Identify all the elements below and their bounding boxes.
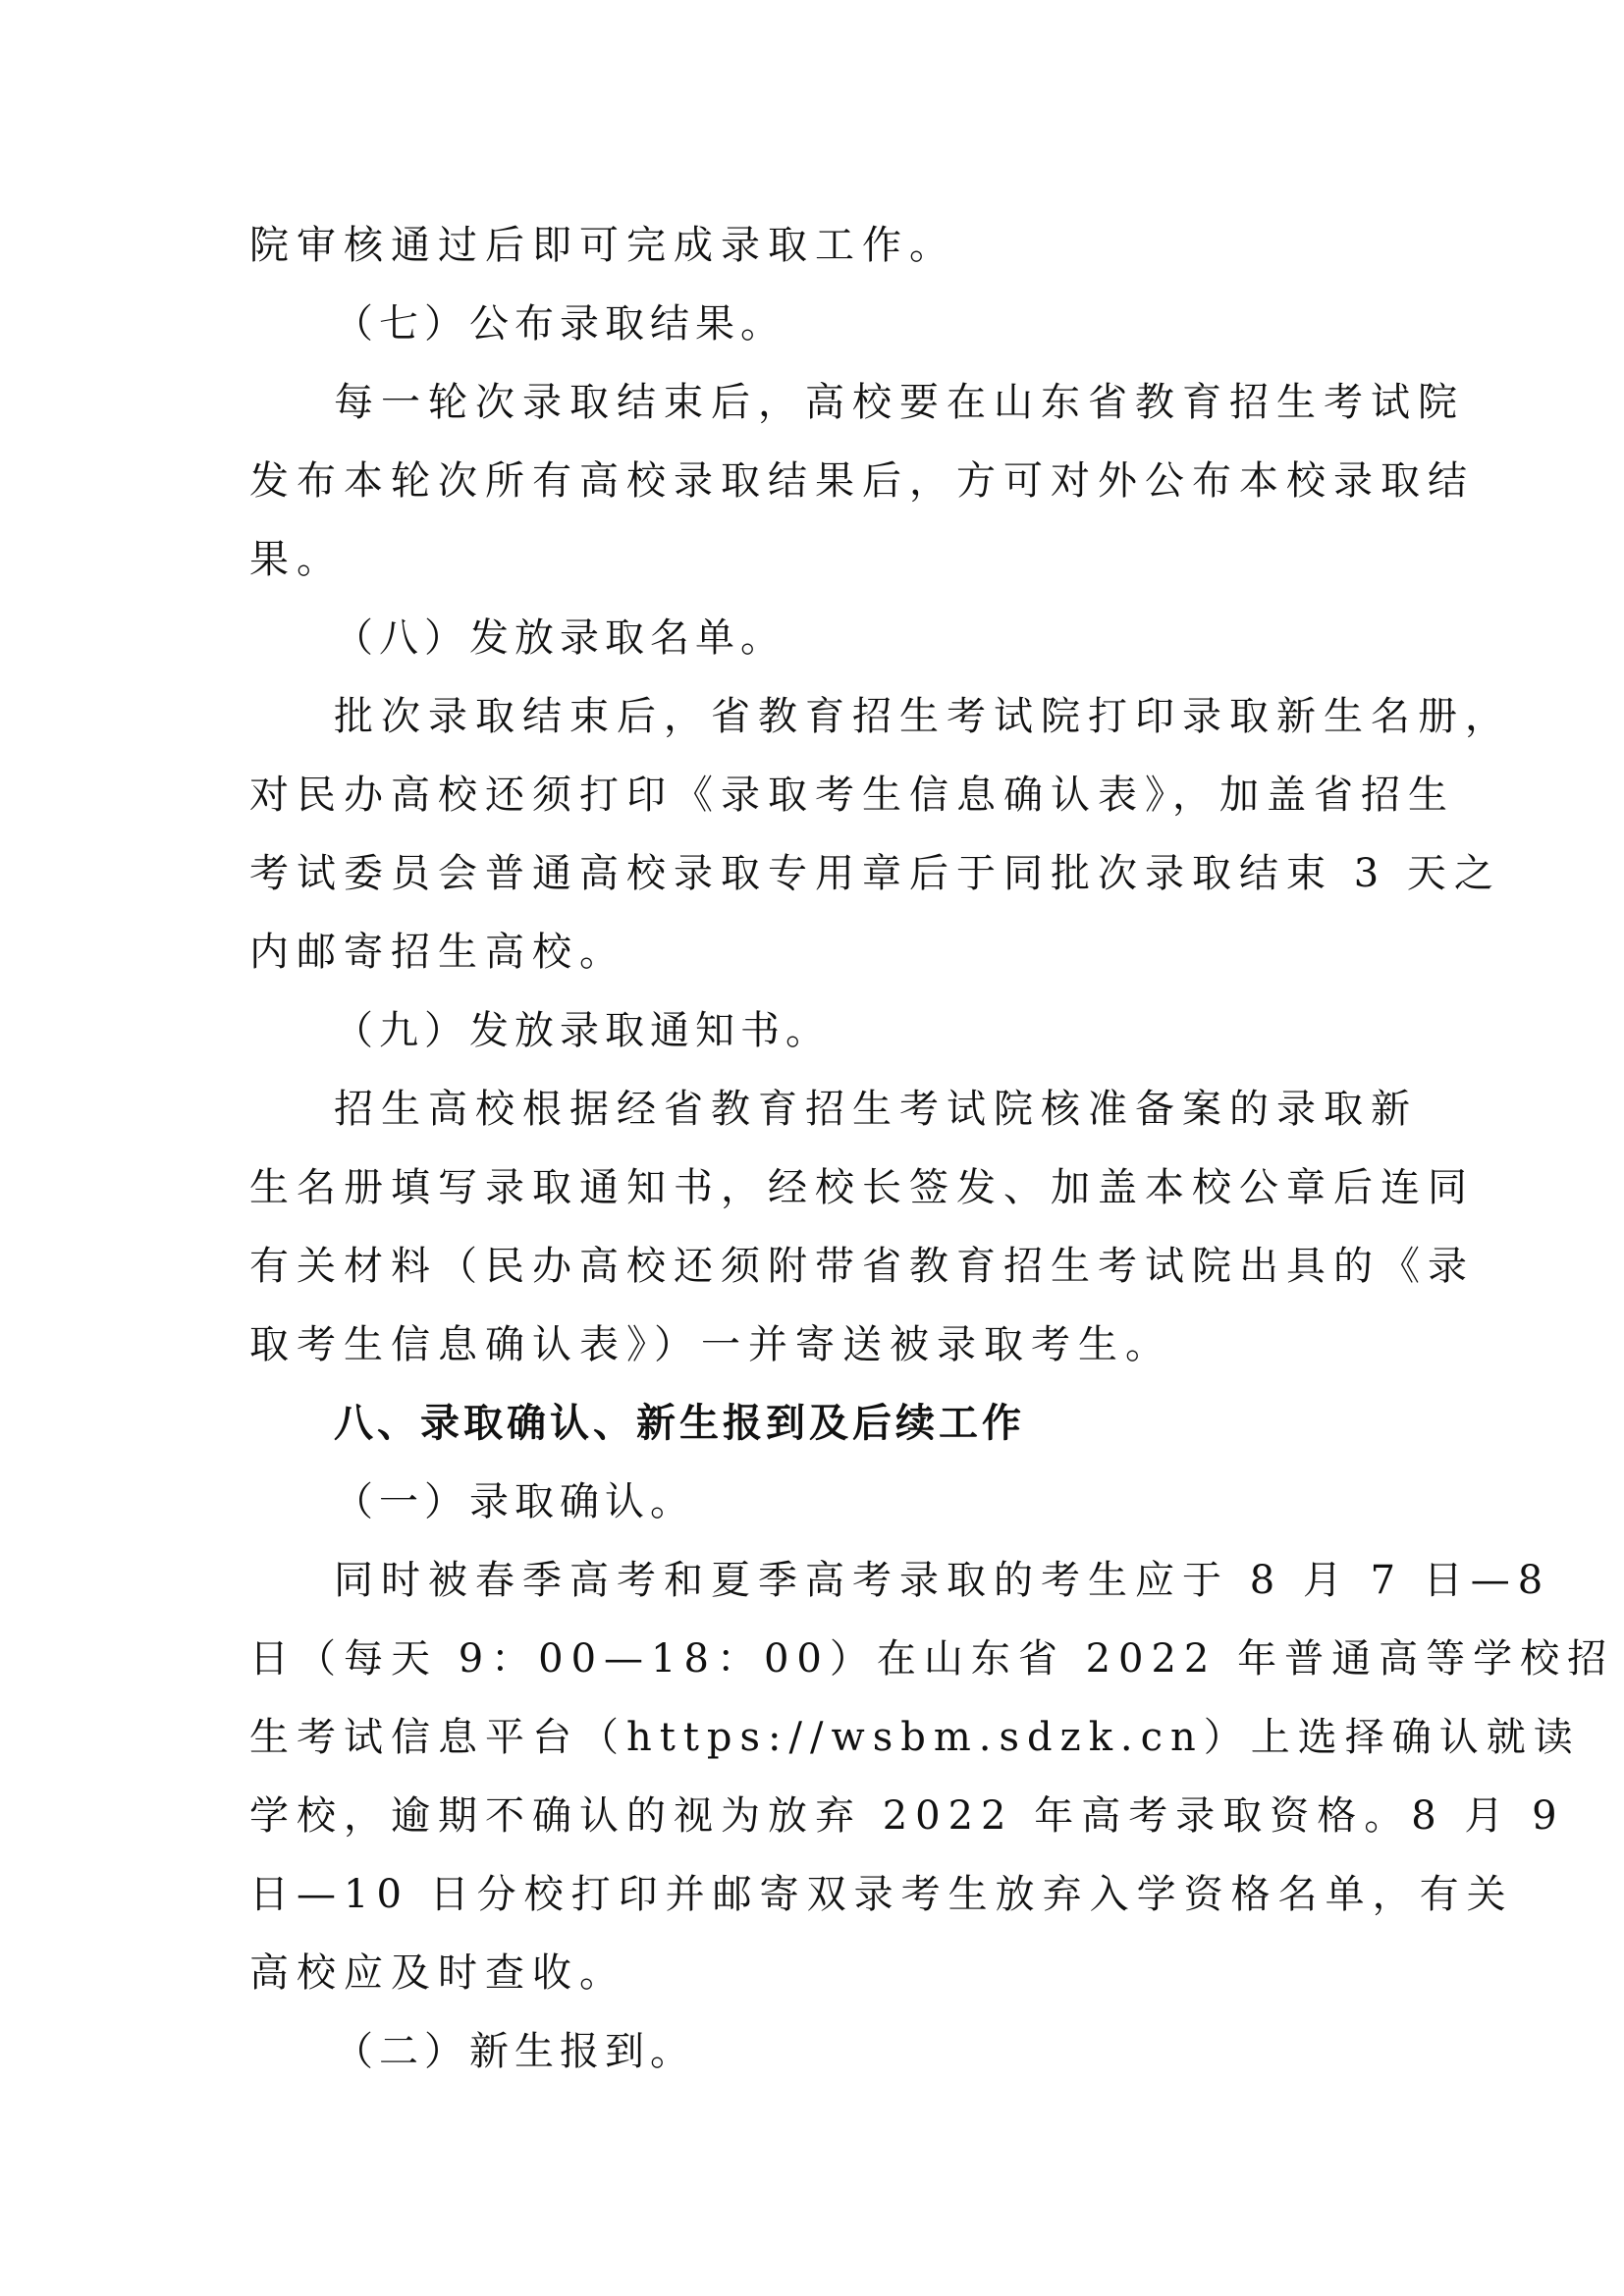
paragraph-line: 学校，逾期不确认的视为放弃 2022 年高考录取资格。8 月 9 <box>249 1793 1565 1839</box>
section-subheading-7: （七）公布录取结果。 <box>334 301 785 347</box>
paragraph-line: 同时被春季高考和夏季高考录取的考生应于 8 月 7 日—8 <box>334 1558 1551 1603</box>
paragraph-line: 日—10 日分校打印并邮寄双录考生放弃入学资格名单，有关 <box>249 1872 1514 1917</box>
paragraph-line: 招生高校根据经省教育招生考试院核准备案的录取新 <box>334 1087 1418 1132</box>
section-heading-8: 八、录取确认、新生报到及后续工作 <box>334 1401 1025 1446</box>
paragraph-line: 每一轮次录取结束后，高校要在山东省教育招生考试院 <box>334 380 1465 425</box>
paragraph-line: 考试委员会普通高校录取专用章后于同批次录取结束 3 天之 <box>249 851 1501 896</box>
paragraph-line: 有关材料（民办高校还须附带省教育招生考试院出具的《录 <box>249 1244 1475 1289</box>
paragraph-line: 对民办高校还须打印《录取考生信息确认表》，加盖省招生 <box>249 773 1455 818</box>
section-subheading-1: （一）录取确认。 <box>334 1479 695 1524</box>
paragraph-line: 发布本轮次所有高校录取结果后，方可对外公布本校录取结 <box>249 458 1475 504</box>
paragraph-line: 院审核通过后即可完成录取工作。 <box>249 223 956 268</box>
paragraph-line: 取考生信息确认表》）一并寄送被录取考生。 <box>249 1322 1172 1367</box>
section-subheading-2: （二）新生报到。 <box>334 2029 695 2074</box>
paragraph-line: 高校应及时查收。 <box>249 1950 626 1996</box>
section-subheading-9: （九）发放录取通知书。 <box>334 1008 831 1053</box>
paragraph-line: 内邮寄招生高校。 <box>249 930 626 975</box>
section-subheading-8: （八）发放录取名单。 <box>334 615 785 661</box>
paragraph-line: 生考试信息平台（https://wsbm.sdzk.cn）上选择确认就读 <box>249 1715 1581 1760</box>
paragraph-line: 生名册填写录取通知书，经校长签发、加盖本校公章后连同 <box>249 1165 1475 1210</box>
paragraph-line: 批次录取结束后，省教育招生考试院打印录取新生名册， <box>334 694 1512 739</box>
paragraph-line: 果。 <box>249 537 344 582</box>
paragraph-line: 日（每天 9：00—18：00）在山东省 2022 年普通高等学校招 <box>249 1636 1615 1682</box>
